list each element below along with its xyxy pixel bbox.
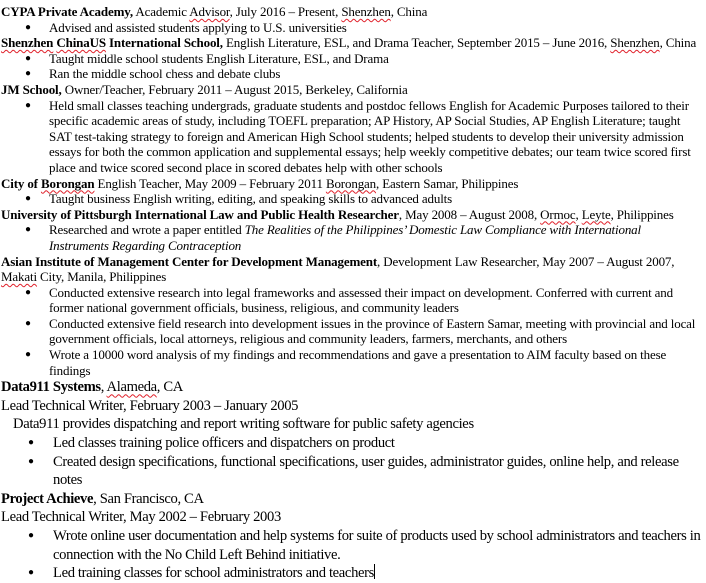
list-item [1,434,706,453]
bullet-list [1,285,706,379]
list-item [1,66,706,82]
bullet-text: Taught business English writing, editing, and speaking skills to advanced adults [49,191,453,207]
org-name: Data911 Systems [1,379,101,396]
spellcheck-word[interactable]: Shenzhen [610,35,660,51]
bullet-list [1,51,706,82]
entry-city-of-borongan [1,176,706,207]
entry-header [1,490,706,509]
entry-header [1,4,706,20]
bullet-text: Led classes training police officers and dispatchers on product [53,435,395,452]
org-name: Asian Institute of Management Center for Development Management [1,253,378,269]
list-item [1,191,706,207]
bullet-icon: ● [25,52,31,64]
entry-jm-school [1,82,706,176]
bullet-icon: ● [25,193,31,205]
spellcheck-word[interactable]: Makati [1,269,37,285]
list-item [1,98,706,176]
org-text: City of [1,175,41,191]
bullet-icon: ● [25,224,31,236]
details-text: , Eastern Samar, Philippines [376,175,519,191]
bullet-list [1,191,706,207]
details-text: English Literature, ESL, and Drama Teacher, September 2015 – June 2016, [222,35,611,51]
entry-shenzhen-chinaus [1,35,706,82]
spellcheck-word[interactable]: Borongan [40,175,95,191]
bullet-text: Wrote a 10000 word analysis of my findings and recommendations and gave a presentation to AIM faculty based on these findings [49,347,667,378]
details-text: , Development Law Researcher, May 2007 – August 2007, [377,253,675,269]
org-name: CYPA Private Academy, [1,4,133,19]
company-description: Data911 provides dispatching and report writing software for public safety agencies [13,416,474,433]
list-item [1,222,706,253]
details-text: , San Francisco, CA [93,490,204,507]
bullet-list [1,527,706,583]
details-text: , China [390,4,428,19]
role-line: Lead Technical Writer, February 2003 – January 2005 [1,397,299,414]
list-item [1,285,706,316]
org-name [1,176,94,191]
bullet-icon: ● [25,99,31,111]
bullet-text: Ran the middle school chess and debate clubs [49,66,281,82]
role-line: Lead Technical Writer, May 2002 – February 2003 [1,509,281,526]
list-item [1,316,706,347]
entry-data911-systems [1,378,706,490]
bullet-text: Wrote online user documentation and help systems for suite of products used by school administrators and teachers in connection with the No Child Left Behind initiative. [53,528,701,563]
experience-section-recent [1,4,706,378]
spellcheck-word[interactable]: Ormoc [540,206,576,222]
list-item [1,20,706,36]
list-item [1,51,706,67]
entry-project-achieve [1,490,706,583]
document-page[interactable] [1,4,706,583]
details-text: Owner/Teacher, February 2011 – August 2015, Berkeley, California [61,81,408,97]
bullet-text: Taught middle school students English Literature, ESL, and Drama [49,50,389,66]
spellcheck-word[interactable]: Advisor [189,4,230,19]
bullet-icon: ● [25,349,31,361]
details-text: English Teacher, May 2009 – February 2011 [94,175,326,191]
bullet-text: Advised and assisted students applying to U.S. universities [49,19,347,35]
bullet-text: Researched and wrote a paper entitled [49,222,245,238]
details-text: , [575,206,582,222]
bullet-list [1,222,706,253]
details-text: , May 2008 – August 2008, [398,206,541,222]
entry-header [1,82,706,98]
details-text: , China [659,35,697,51]
entry-header [1,254,706,285]
list-item [1,564,706,583]
experience-section-earlier [1,378,706,583]
bullet-text: Held small classes teaching undergrads, graduate students and postdoc fellows English for Academic Purposes tailored to their specific academic areas of study, including TOEFL preparation; AP History, AP Social Studies, AP English Literature; taught SAT test-taking strategy to foreign and American High School students; helped students to develop their university admission essays for both the common application and supplemental essays; help weekly competitive debates; our team twice scored first place and twice scored second place in scored debates help with other schools [49,97,691,175]
entry-cypa [1,4,706,35]
bullet-text: Created design specifications, functional specifications, user guides, administrator guides, online help, and release notes [53,453,679,489]
entry-header [1,207,706,223]
org-name: Project Achieve [1,490,94,507]
details-text: City, Manila, Philippines [36,269,167,285]
spellcheck-word[interactable]: ChinaUS [56,35,106,51]
bullet-text: Conducted extensive research into legal frameworks and assessed their impact on development. Conferred with current and former national government officials, business, religious, and community leaders [49,284,673,316]
list-item [1,347,706,378]
bullet-list [1,434,706,490]
bullet-icon: ● [28,437,34,449]
text-cursor [374,564,376,579]
bullet-icon: ● [25,317,31,329]
entry-header [1,35,706,51]
bullet-icon: ● [25,286,31,298]
org-text: International School, [105,35,223,51]
org-name: University of Pittsburgh International Law and Public Health Researcher [1,206,399,222]
entry-header [1,176,706,192]
spellcheck-word[interactable]: Shenzhen [1,35,54,51]
bullet-icon: ● [28,530,34,541]
bullet-text: Conducted extensive field research into development issues in the province of Eastern Samar, meeting with provincial and local government officials, local attorneys, religious and community leaders, farmers, merchants, and others [49,315,696,347]
entry-header [1,378,706,397]
bullet-icon: ● [25,68,31,80]
details-text: , Philippines [610,206,674,222]
bullet-icon: ● [25,21,31,33]
bullet-icon: ● [28,455,34,467]
spellcheck-word[interactable]: Leyte [581,206,611,222]
list-item [1,527,706,564]
spellcheck-word[interactable]: Borongan [325,175,377,191]
spellcheck-word[interactable]: Shenzhen [341,4,391,19]
paper-title: The Realities of the Philippines’ Domestic Law Compliance with International Instruments Regarding Contraception [49,222,641,253]
org-name: JM School, [1,81,62,97]
entry-asian-institute-of-management [1,254,706,379]
entry-university-of-pittsburgh [1,207,706,254]
bullet-list [1,98,706,176]
details-text: , CA [156,379,183,396]
bullet-list [1,20,706,36]
spellcheck-word[interactable]: Alameda [106,379,157,396]
list-item [1,453,706,490]
details-text: , [100,379,107,396]
org-name [1,35,223,50]
bullet-icon: ● [28,567,34,579]
details-text: , July 2016 – Present, [229,4,342,19]
details-text: Academic [133,4,190,19]
bullet-text: Led training classes for school administrators and teachers [53,565,374,582]
